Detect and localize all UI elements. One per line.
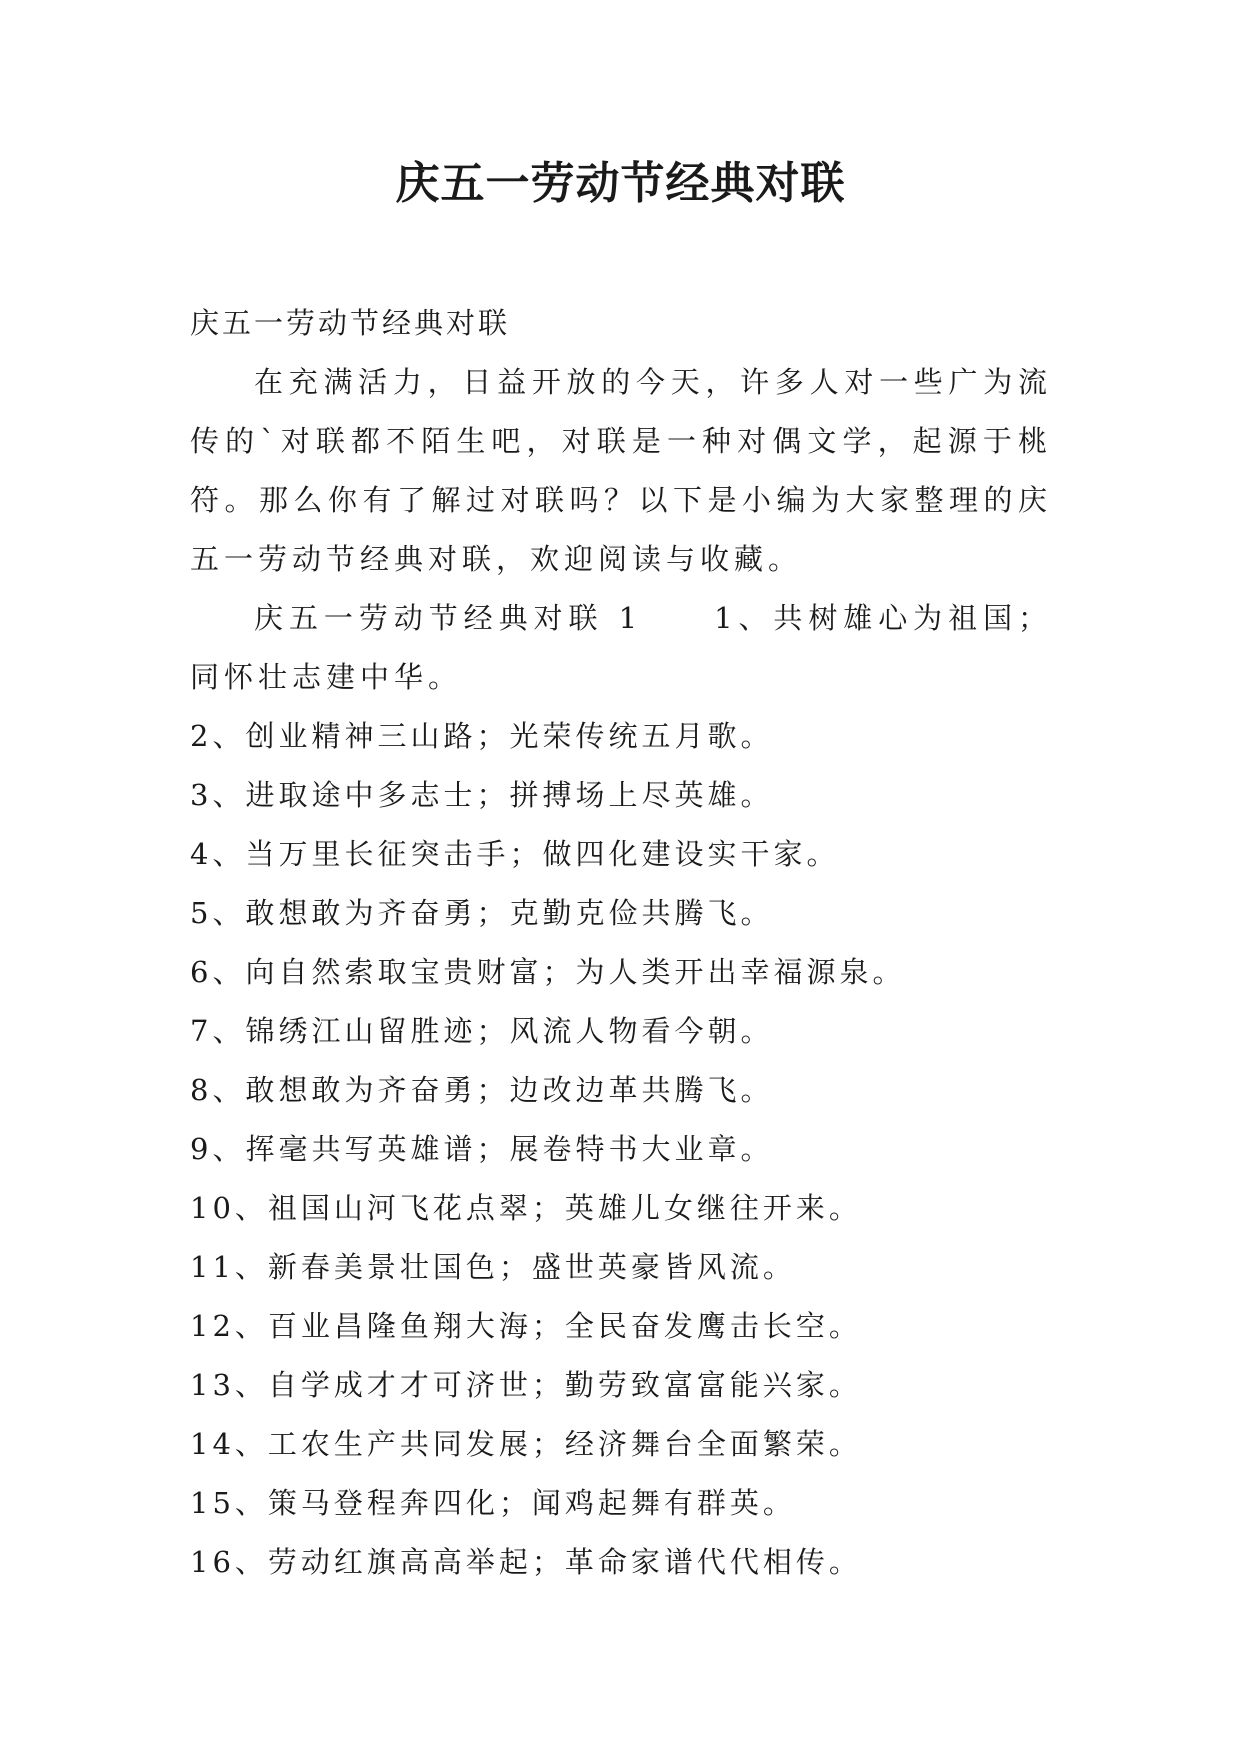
couplet-item: 16、劳动红旗高高举起；革命家谱代代相传。 bbox=[190, 1545, 862, 1579]
section-paragraph bbox=[190, 589, 1052, 707]
couplet-item: 14、工农生产共同发展；经济舞台全面繁荣。 bbox=[190, 1427, 862, 1461]
first-couplet: 1、共树雄心为祖国；同怀壮志建中华。 bbox=[190, 601, 1053, 694]
couplet-item: 12、百业昌隆鱼翔大海；全民奋发鹰击长空。 bbox=[190, 1309, 862, 1343]
couplet-item: 8、敢想敢为齐奋勇；边改边革共腾飞。 bbox=[190, 1073, 774, 1107]
couplet-item: 10、祖国山河飞花点翠；英雄儿女继往开来。 bbox=[190, 1191, 862, 1225]
couplet-item: 9、挥毫共写英雄谱；展卷特书大业章。 bbox=[190, 1132, 774, 1166]
couplet-item: 11、新春美景壮国色；盛世英豪皆风流。 bbox=[190, 1250, 796, 1284]
couplet-item: 7、锦绣江山留胜迹；风流人物看今朝。 bbox=[190, 1014, 774, 1048]
document-body bbox=[190, 294, 1052, 1592]
couplet-item: 5、敢想敢为齐奋勇；克勤克俭共腾飞。 bbox=[190, 896, 774, 930]
couplet-item: 3、进取途中多志士；拼搏场上尽英雄。 bbox=[190, 778, 774, 812]
subtitle: 庆五一劳动节经典对联 bbox=[190, 306, 511, 340]
couplet-item: 2、创业精神三山路；光荣传统五月歌。 bbox=[190, 719, 774, 753]
couplet-item: 6、向自然索取宝贵财富；为人类开出幸福源泉。 bbox=[190, 955, 906, 989]
couplet-item: 4、当万里长征突击手；做四化建设实干家。 bbox=[190, 837, 840, 871]
couplet-list bbox=[190, 707, 1052, 1592]
intro-paragraph: 在充满活力，日益开放的今天，许多人对一些广为流传的`对联都不陌生吧，对联是一种对偶文学，起源于桃符。那么你有了解过对联吗？以下是小编为大家整理的庆五一劳动节经典对联，欢迎阅读与收藏。 bbox=[190, 365, 1052, 576]
couplet-item: 15、策马登程奔四化；闻鸡起舞有群英。 bbox=[190, 1486, 796, 1520]
section-heading: 庆五一劳动节经典对联 1 bbox=[254, 601, 643, 635]
couplet-item: 13、自学成才才可济世；勤劳致富富能兴家。 bbox=[190, 1368, 862, 1402]
document-title: 庆五一劳动节经典对联 bbox=[395, 158, 846, 209]
